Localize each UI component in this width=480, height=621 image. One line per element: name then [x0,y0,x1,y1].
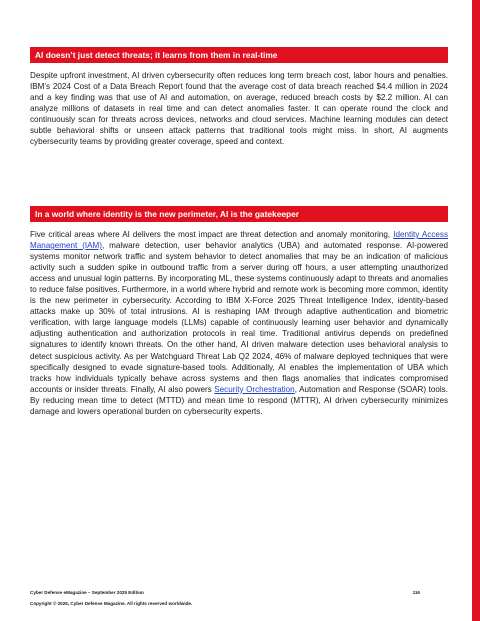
section-identity-perimeter [30,206,448,417]
section-threat-learning [30,47,448,147]
footer-copyright: Copyright © 2025, Cyber Defense Magazine. All rights reserved worldwide. [30,601,193,606]
section-heading: In a world where identity is the new perimeter, AI is the gatekeeper [30,206,448,222]
identity-access-management-link[interactable]: Identity Access Management (IAM) [30,230,449,251]
section-heading: AI doesn’t just detect threats; it learns from them in real-time [30,47,448,63]
section-paragraph [30,70,448,147]
page-edge-accent-bar [472,0,480,621]
paragraph-text: Five critical areas where AI delivers the most impact are threat detection and anomaly monitoring, [30,230,394,239]
paragraph-text: , malware detection, user behavior analytics (UBA) and automated response. AI-powered systems monitor network traffic and system behavior to detect anomalies that may be an indication of malicious activity such a sudden spike in outbound traffic from a server during off hours, a user attempting unauthorized access and unusual login patterns. By incorporating ML, these systems continuously adapt to threats and anomalies to reduce false positives. Furthermore, in a world where hybrid and remote work is becoming more common, identity is the new perimeter in cybersecurity. According to IBM X-Force 2025 Threat Intelligence Index, identity-based attacks make up 30% of total intrusions. AI is reshaping IAM through adaptive authentication and biometric verification, with large language models (LLMs) capable of continuously learning user behavior and dynamically adjusting authentication and authorization protocols in real time. Traditional antivirus depends on predefined signatures to identify known threats. On the other hand, AI driven malware detection uses behavioral analysis to detect suspicious activity. As per Watchguard Threat Lab Q2 2024, 46% of malware deployed techniques that were specifically designed to evade signature-based tools. Additionally, AI enables the implementation of UBA which tracks how individuals typically behave across systems and then flags anomalies that indicates compromised accounts or insider threats. Finally, AI also powers [30,241,448,394]
security-orchestration-link[interactable]: Security Orchestration [214,384,295,394]
footer-edition: Cyber Defense eMagazine – September 2025 Edition [30,590,144,595]
page-number: 116 [412,590,420,595]
section-paragraph [30,229,448,417]
paragraph-text: , Automation and Response (SOAR) tools. By reducing mean time to detect (MTTD) and mean time to respond (MTTR), AI driven cybersecurity minimizes damage and lowers operational burden on cybersecurity experts. [30,384,448,416]
paragraph-text: Despite upfront investment, AI driven cybersecurity often reduces long term breach cost, labor hours and penalties. IBM’s 2024 Cost of a Data Breach Report found that the average cost of data breach reached $4.4 million in 2024 and a key finding was that use of AI and automation, on average, reduced breach costs by $2.2 million. AI can analyze millions of datasets in real time and can detect anomalies faster. It can operate round the clock and continuously scan for threats across devices, networks and cloud services. Machine learning modules can detect subtle behavioral shifts or unseen attack patterns that traditional tools might miss. In short, AI augments cybersecurity teams by providing greater coverage, speed and context. [30,71,448,147]
